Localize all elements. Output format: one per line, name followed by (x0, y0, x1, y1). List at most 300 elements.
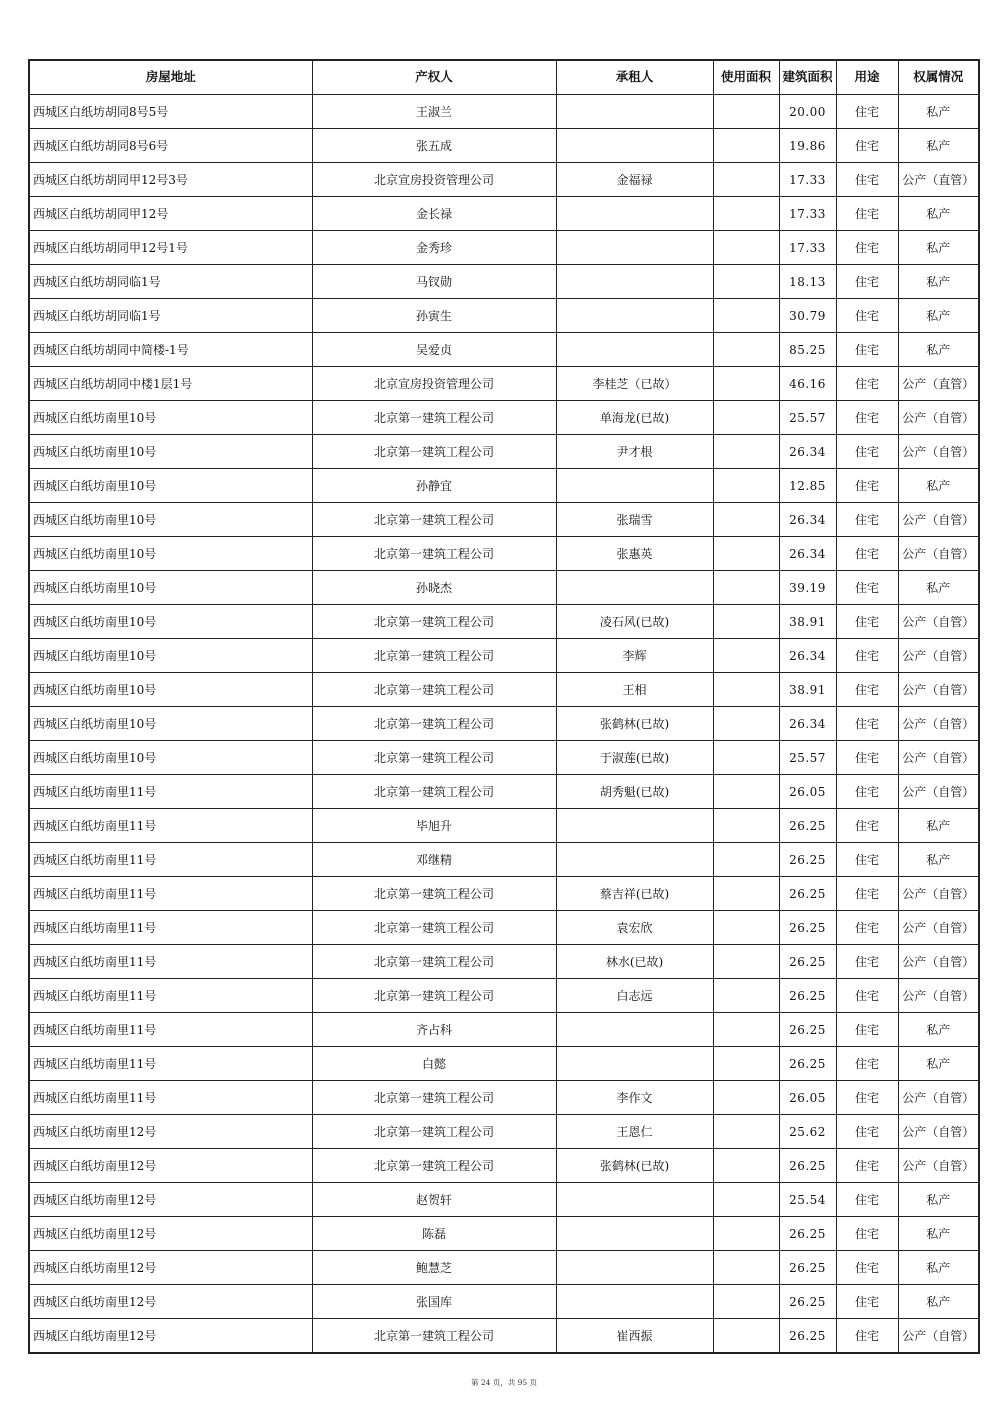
building-area-cell: 26.34 (779, 435, 836, 469)
tenant-cell: 李辉 (556, 639, 713, 673)
usage-cell: 住宅 (836, 197, 898, 231)
usage-cell: 住宅 (836, 673, 898, 707)
ownership-cell: 公产（自管） (898, 1319, 979, 1354)
usable-area-cell (713, 707, 779, 741)
ownership-cell: 公产（自管） (898, 435, 979, 469)
usage-cell: 住宅 (836, 843, 898, 877)
ownership-cell: 公产（自管） (898, 673, 979, 707)
table-row (29, 911, 979, 945)
usable-area-cell (713, 639, 779, 673)
owner-cell: 孙寅生 (312, 299, 556, 333)
owner-cell: 北京第一建筑工程公司 (312, 775, 556, 809)
tenant-cell (556, 1251, 713, 1285)
usage-cell: 住宅 (836, 1251, 898, 1285)
tenant-cell: 李作文 (556, 1081, 713, 1115)
ownership-cell: 公产（自管） (898, 741, 979, 775)
table-row (29, 469, 979, 503)
table-row (29, 1251, 979, 1285)
usage-cell: 住宅 (836, 1285, 898, 1319)
table-row (29, 605, 979, 639)
tenant-cell: 凌石风(已故) (556, 605, 713, 639)
table-row (29, 95, 979, 129)
ownership-cell: 公产（自管） (898, 537, 979, 571)
owner-cell: 北京第一建筑工程公司 (312, 673, 556, 707)
building-area-cell: 39.19 (779, 571, 836, 605)
table-row (29, 775, 979, 809)
table-row (29, 1013, 979, 1047)
ownership-cell: 私产 (898, 231, 979, 265)
address-cell: 西城区白纸坊南里11号 (29, 911, 312, 945)
address-cell: 西城区白纸坊南里10号 (29, 469, 312, 503)
tenant-cell (556, 299, 713, 333)
ownership-cell: 公产（自管） (898, 503, 979, 537)
usable-area-cell (713, 741, 779, 775)
address-cell: 西城区白纸坊南里11号 (29, 1081, 312, 1115)
address-cell: 西城区白纸坊南里11号 (29, 1047, 312, 1081)
usage-cell: 住宅 (836, 775, 898, 809)
table-row (29, 945, 979, 979)
table-row (29, 1183, 979, 1217)
owner-cell: 北京第一建筑工程公司 (312, 741, 556, 775)
tenant-cell: 林水(已故) (556, 945, 713, 979)
usable-area-cell (713, 469, 779, 503)
table-row (29, 197, 979, 231)
owner-cell: 张五成 (312, 129, 556, 163)
table-row (29, 129, 979, 163)
address-cell: 西城区白纸坊南里10号 (29, 571, 312, 605)
tenant-cell (556, 469, 713, 503)
usage-cell: 住宅 (836, 265, 898, 299)
usage-cell: 住宅 (836, 1149, 898, 1183)
usage-cell: 住宅 (836, 129, 898, 163)
table-row (29, 265, 979, 299)
usage-cell: 住宅 (836, 809, 898, 843)
usage-cell: 住宅 (836, 1115, 898, 1149)
ownership-cell: 私产 (898, 1217, 979, 1251)
building-area-cell: 26.34 (779, 503, 836, 537)
table-row (29, 1081, 979, 1115)
ownership-cell: 公产（自管） (898, 945, 979, 979)
ownership-cell: 公产（自管） (898, 1081, 979, 1115)
owner-cell: 北京第一建筑工程公司 (312, 639, 556, 673)
usable-area-cell (713, 1183, 779, 1217)
tenant-cell: 白志远 (556, 979, 713, 1013)
usable-area-cell (713, 1047, 779, 1081)
tenant-cell (556, 843, 713, 877)
tenant-cell: 李桂芝（已故） (556, 367, 713, 401)
building-area-cell: 26.25 (779, 979, 836, 1013)
address-cell: 西城区白纸坊胡同8号5号 (29, 95, 312, 129)
owner-cell: 北京第一建筑工程公司 (312, 1115, 556, 1149)
table-row (29, 163, 979, 197)
header-usable-area: 使用面积 (713, 60, 779, 95)
ownership-cell: 私产 (898, 1251, 979, 1285)
owner-cell: 北京第一建筑工程公司 (312, 1319, 556, 1354)
address-cell: 西城区白纸坊南里11号 (29, 809, 312, 843)
ownership-cell: 私产 (898, 571, 979, 605)
usable-area-cell (713, 163, 779, 197)
building-area-cell: 19.86 (779, 129, 836, 163)
address-cell: 西城区白纸坊胡同中楼1层1号 (29, 367, 312, 401)
ownership-cell: 私产 (898, 1285, 979, 1319)
table-row (29, 401, 979, 435)
usage-cell: 住宅 (836, 231, 898, 265)
tenant-cell: 张鹤林(已故) (556, 1149, 713, 1183)
owner-cell: 白懿 (312, 1047, 556, 1081)
owner-cell: 北京第一建筑工程公司 (312, 1149, 556, 1183)
building-area-cell: 26.34 (779, 707, 836, 741)
address-cell: 西城区白纸坊南里11号 (29, 775, 312, 809)
usage-cell: 住宅 (836, 1081, 898, 1115)
ownership-cell: 私产 (898, 843, 979, 877)
tenant-cell: 王恩仁 (556, 1115, 713, 1149)
header-address: 房屋地址 (29, 60, 312, 95)
usable-area-cell (713, 1285, 779, 1319)
tenant-cell: 袁宏欣 (556, 911, 713, 945)
header-usage: 用途 (836, 60, 898, 95)
tenant-cell (556, 95, 713, 129)
table-row (29, 673, 979, 707)
address-cell: 西城区白纸坊南里12号 (29, 1115, 312, 1149)
usable-area-cell (713, 809, 779, 843)
usable-area-cell (713, 911, 779, 945)
address-cell: 西城区白纸坊南里11号 (29, 979, 312, 1013)
owner-cell: 马钗勋 (312, 265, 556, 299)
building-area-cell: 26.34 (779, 639, 836, 673)
tenant-cell (556, 197, 713, 231)
header-building-area: 建筑面积 (779, 60, 836, 95)
usable-area-cell (713, 1081, 779, 1115)
ownership-cell: 私产 (898, 129, 979, 163)
building-area-cell: 26.25 (779, 1047, 836, 1081)
building-area-cell: 26.25 (779, 1013, 836, 1047)
table-row (29, 1047, 979, 1081)
building-area-cell: 26.25 (779, 945, 836, 979)
usage-cell: 住宅 (836, 469, 898, 503)
usable-area-cell (713, 1149, 779, 1183)
usable-area-cell (713, 605, 779, 639)
ownership-cell: 公产（自管） (898, 1115, 979, 1149)
building-area-cell: 25.57 (779, 401, 836, 435)
address-cell: 西城区白纸坊南里10号 (29, 435, 312, 469)
usage-cell: 住宅 (836, 639, 898, 673)
owner-cell: 北京第一建筑工程公司 (312, 435, 556, 469)
building-area-cell: 12.85 (779, 469, 836, 503)
owner-cell: 金秀珍 (312, 231, 556, 265)
usable-area-cell (713, 503, 779, 537)
address-cell: 西城区白纸坊南里11号 (29, 1013, 312, 1047)
tenant-cell: 单海龙(已故) (556, 401, 713, 435)
tenant-cell: 张瑞雪 (556, 503, 713, 537)
ownership-cell: 私产 (898, 469, 979, 503)
address-cell: 西城区白纸坊胡同甲12号3号 (29, 163, 312, 197)
owner-cell: 北京第一建筑工程公司 (312, 503, 556, 537)
usable-area-cell (713, 1217, 779, 1251)
header-tenant: 承租人 (556, 60, 713, 95)
table-row (29, 1217, 979, 1251)
usable-area-cell (713, 197, 779, 231)
usage-cell: 住宅 (836, 911, 898, 945)
usage-cell: 住宅 (836, 503, 898, 537)
usable-area-cell (713, 401, 779, 435)
ownership-cell: 私产 (898, 1183, 979, 1217)
usable-area-cell (713, 775, 779, 809)
table-row (29, 639, 979, 673)
table-row (29, 707, 979, 741)
ownership-cell: 私产 (898, 95, 979, 129)
usable-area-cell (713, 537, 779, 571)
owner-cell: 孙晓杰 (312, 571, 556, 605)
address-cell: 西城区白纸坊南里10号 (29, 673, 312, 707)
usable-area-cell (713, 333, 779, 367)
tenant-cell: 张惠英 (556, 537, 713, 571)
tenant-cell (556, 333, 713, 367)
usable-area-cell (713, 1013, 779, 1047)
ownership-cell: 公产（直管） (898, 367, 979, 401)
ownership-cell: 公产（自管） (898, 605, 979, 639)
owner-cell: 张国库 (312, 1285, 556, 1319)
building-area-cell: 26.25 (779, 911, 836, 945)
owner-cell: 北京第一建筑工程公司 (312, 537, 556, 571)
header-owner: 产权人 (312, 60, 556, 95)
table-row (29, 503, 979, 537)
owner-cell: 北京第一建筑工程公司 (312, 605, 556, 639)
building-area-cell: 25.54 (779, 1183, 836, 1217)
owner-cell: 北京第一建筑工程公司 (312, 877, 556, 911)
owner-cell: 北京宣房投资管理公司 (312, 367, 556, 401)
building-area-cell: 26.25 (779, 1319, 836, 1354)
tenant-cell: 尹才根 (556, 435, 713, 469)
table-row (29, 1285, 979, 1319)
address-cell: 西城区白纸坊南里12号 (29, 1149, 312, 1183)
table-row (29, 1115, 979, 1149)
address-cell: 西城区白纸坊胡同甲12号1号 (29, 231, 312, 265)
building-area-cell: 26.25 (779, 1217, 836, 1251)
header-row (29, 60, 979, 95)
building-area-cell: 30.79 (779, 299, 836, 333)
building-area-cell: 17.33 (779, 197, 836, 231)
table-row (29, 979, 979, 1013)
owner-cell: 北京第一建筑工程公司 (312, 979, 556, 1013)
address-cell: 西城区白纸坊胡同甲12号 (29, 197, 312, 231)
table-row (29, 843, 979, 877)
tenant-cell (556, 231, 713, 265)
building-area-cell: 26.25 (779, 1149, 836, 1183)
ownership-cell: 公产（自管） (898, 639, 979, 673)
tenant-cell (556, 1285, 713, 1319)
ownership-cell: 私产 (898, 333, 979, 367)
usage-cell: 住宅 (836, 1047, 898, 1081)
address-cell: 西城区白纸坊胡同8号6号 (29, 129, 312, 163)
owner-cell: 孙静宜 (312, 469, 556, 503)
usable-area-cell (713, 299, 779, 333)
table-row (29, 809, 979, 843)
building-area-cell: 26.25 (779, 809, 836, 843)
owner-cell: 北京第一建筑工程公司 (312, 707, 556, 741)
property-table (28, 59, 980, 1354)
table-row (29, 299, 979, 333)
usage-cell: 住宅 (836, 367, 898, 401)
usable-area-cell (713, 265, 779, 299)
building-area-cell: 26.25 (779, 843, 836, 877)
building-area-cell: 26.05 (779, 1081, 836, 1115)
owner-cell: 赵贺轩 (312, 1183, 556, 1217)
usage-cell: 住宅 (836, 435, 898, 469)
usable-area-cell (713, 1251, 779, 1285)
owner-cell: 北京第一建筑工程公司 (312, 911, 556, 945)
owner-cell: 北京第一建筑工程公司 (312, 401, 556, 435)
tenant-cell (556, 265, 713, 299)
tenant-cell (556, 1013, 713, 1047)
table-body (29, 95, 979, 1354)
table-row (29, 367, 979, 401)
tenant-cell: 于淑莲(已故) (556, 741, 713, 775)
tenant-cell: 张鹤林(已故) (556, 707, 713, 741)
building-area-cell: 25.57 (779, 741, 836, 775)
building-area-cell: 17.33 (779, 163, 836, 197)
usage-cell: 住宅 (836, 95, 898, 129)
tenant-cell (556, 809, 713, 843)
ownership-cell: 私产 (898, 1047, 979, 1081)
table-row (29, 741, 979, 775)
building-area-cell: 26.05 (779, 775, 836, 809)
table-row (29, 333, 979, 367)
usable-area-cell (713, 231, 779, 265)
usage-cell: 住宅 (836, 299, 898, 333)
usable-area-cell (713, 95, 779, 129)
ownership-cell: 公产（自管） (898, 877, 979, 911)
usage-cell: 住宅 (836, 979, 898, 1013)
table-row (29, 571, 979, 605)
ownership-cell: 私产 (898, 265, 979, 299)
building-area-cell: 85.25 (779, 333, 836, 367)
usable-area-cell (713, 571, 779, 605)
usage-cell: 住宅 (836, 333, 898, 367)
building-area-cell: 26.25 (779, 1251, 836, 1285)
ownership-cell: 公产（自管） (898, 1149, 979, 1183)
address-cell: 西城区白纸坊胡同临1号 (29, 265, 312, 299)
address-cell: 西城区白纸坊南里10号 (29, 639, 312, 673)
usable-area-cell (713, 843, 779, 877)
table-row (29, 1319, 979, 1354)
ownership-cell: 公产（直管） (898, 163, 979, 197)
table-row (29, 435, 979, 469)
address-cell: 西城区白纸坊南里10号 (29, 503, 312, 537)
usage-cell: 住宅 (836, 741, 898, 775)
tenant-cell: 蔡吉祥(已故) (556, 877, 713, 911)
address-cell: 西城区白纸坊南里12号 (29, 1285, 312, 1319)
tenant-cell (556, 129, 713, 163)
usable-area-cell (713, 979, 779, 1013)
tenant-cell (556, 1183, 713, 1217)
usable-area-cell (713, 1319, 779, 1354)
address-cell: 西城区白纸坊南里10号 (29, 605, 312, 639)
usable-area-cell (713, 435, 779, 469)
owner-cell: 陈磊 (312, 1217, 556, 1251)
usage-cell: 住宅 (836, 1319, 898, 1354)
owner-cell: 北京第一建筑工程公司 (312, 1081, 556, 1115)
building-area-cell: 20.00 (779, 95, 836, 129)
tenant-cell: 崔西振 (556, 1319, 713, 1354)
usable-area-cell (713, 367, 779, 401)
usage-cell: 住宅 (836, 537, 898, 571)
ownership-cell: 私产 (898, 197, 979, 231)
tenant-cell (556, 1047, 713, 1081)
ownership-cell: 私产 (898, 1013, 979, 1047)
address-cell: 西城区白纸坊胡同中简楼-1号 (29, 333, 312, 367)
ownership-cell: 公产（自管） (898, 775, 979, 809)
usable-area-cell (713, 1115, 779, 1149)
usage-cell: 住宅 (836, 877, 898, 911)
usage-cell: 住宅 (836, 571, 898, 605)
ownership-cell: 公产（自管） (898, 911, 979, 945)
ownership-cell: 私产 (898, 809, 979, 843)
address-cell: 西城区白纸坊南里10号 (29, 741, 312, 775)
owner-cell: 王淑兰 (312, 95, 556, 129)
address-cell: 西城区白纸坊南里12号 (29, 1183, 312, 1217)
building-area-cell: 26.34 (779, 537, 836, 571)
tenant-cell (556, 571, 713, 605)
table-row (29, 537, 979, 571)
usage-cell: 住宅 (836, 1183, 898, 1217)
header-ownership: 权属情况 (898, 60, 979, 95)
building-area-cell: 38.91 (779, 605, 836, 639)
tenant-cell: 胡秀魁(已故) (556, 775, 713, 809)
ownership-cell: 私产 (898, 299, 979, 333)
usage-cell: 住宅 (836, 605, 898, 639)
address-cell: 西城区白纸坊南里11号 (29, 843, 312, 877)
table-row (29, 877, 979, 911)
ownership-cell: 公产（自管） (898, 707, 979, 741)
building-area-cell: 26.25 (779, 877, 836, 911)
owner-cell: 北京宣房投资管理公司 (312, 163, 556, 197)
tenant-cell (556, 1217, 713, 1251)
address-cell: 西城区白纸坊南里11号 (29, 945, 312, 979)
building-area-cell: 38.91 (779, 673, 836, 707)
building-area-cell: 18.13 (779, 265, 836, 299)
address-cell: 西城区白纸坊南里12号 (29, 1251, 312, 1285)
owner-cell: 齐占科 (312, 1013, 556, 1047)
owner-cell: 邓继精 (312, 843, 556, 877)
usage-cell: 住宅 (836, 401, 898, 435)
building-area-cell: 26.25 (779, 1285, 836, 1319)
tenant-cell: 王相 (556, 673, 713, 707)
usable-area-cell (713, 673, 779, 707)
usable-area-cell (713, 945, 779, 979)
owner-cell: 毕旭升 (312, 809, 556, 843)
usable-area-cell (713, 129, 779, 163)
usable-area-cell (713, 877, 779, 911)
address-cell: 西城区白纸坊南里12号 (29, 1217, 312, 1251)
tenant-cell: 金福禄 (556, 163, 713, 197)
owner-cell: 金长禄 (312, 197, 556, 231)
building-area-cell: 17.33 (779, 231, 836, 265)
building-area-cell: 46.16 (779, 367, 836, 401)
table-row (29, 1149, 979, 1183)
address-cell: 西城区白纸坊胡同临1号 (29, 299, 312, 333)
page-footer: 第 24 页，共 95 页 (470, 1378, 538, 1387)
owner-cell: 北京第一建筑工程公司 (312, 945, 556, 979)
address-cell: 西城区白纸坊南里10号 (29, 707, 312, 741)
ownership-cell: 公产（自管） (898, 979, 979, 1013)
usage-cell: 住宅 (836, 945, 898, 979)
owner-cell: 吴爱贞 (312, 333, 556, 367)
address-cell: 西城区白纸坊南里12号 (29, 1319, 312, 1354)
address-cell: 西城区白纸坊南里10号 (29, 537, 312, 571)
usage-cell: 住宅 (836, 1217, 898, 1251)
address-cell: 西城区白纸坊南里10号 (29, 401, 312, 435)
usage-cell: 住宅 (836, 707, 898, 741)
